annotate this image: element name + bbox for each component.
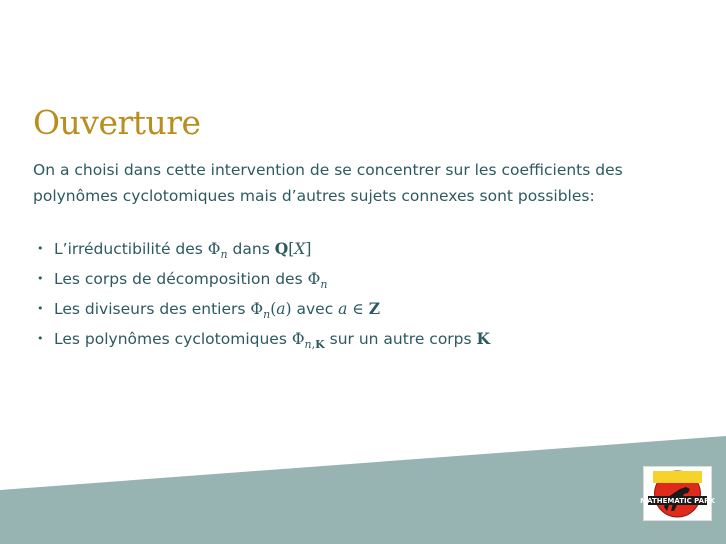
- dinosaur-logo-icon: [640, 467, 715, 520]
- intro-paragraph: On a choisi dans cette intervention de se concentrer sur les coefficients des polynômes cyclotomiques mais d’autres sujets connexes sont possibles:: [33, 161, 623, 205]
- bullet-icon: •: [37, 242, 44, 255]
- bullet-icon: •: [37, 302, 44, 315]
- bullet-item: • L’irréductibilité des $\Phi_n$ dans Q[X]: [33, 234, 490, 264]
- bullet-item: • Les corps de décomposition des $\Phi_n$: [33, 264, 490, 294]
- bullet-icon: •: [37, 332, 44, 345]
- bullet-list: [33, 234, 490, 354]
- mathematic-park-logo: [640, 466, 715, 521]
- svg-text:MATHEMATIC PARK: MATHEMATIC PARK: [640, 497, 715, 505]
- bullet-item: • Les polynômes cyclotomiques $\Phi_{n,K}$ sur un autre corps K: [33, 324, 490, 354]
- bullet-item: • Les diviseurs des entiers $\Phi_n(a)$ avec a ∈ Z: [33, 294, 490, 324]
- bullet-icon: •: [37, 272, 44, 285]
- slide-title: Ouverture: [33, 103, 201, 142]
